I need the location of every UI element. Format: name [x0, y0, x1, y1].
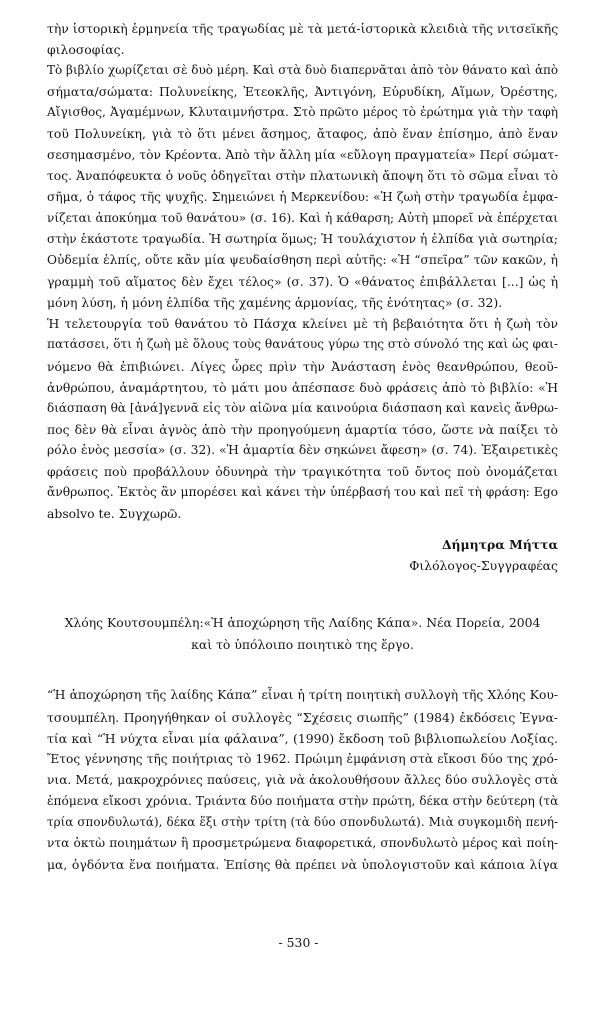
paragraph-4: [47, 685, 558, 875]
text-line: μόνη λύση, ἡ μόνη ἐλπίδα τῆς χαμένης ἁρμονίας, τῆς ἑνότητας» (σ. 32).: [47, 295, 503, 311]
text-line: διάσπαση θὰ [ἀνά]γεννᾶ εἰς τὸν αἰῶνα μία καινούρια διάσπαση καὶ κανεὶς ἄνθρω-: [47, 400, 558, 415]
signature-role: Φιλόλογος-Συγγραφέας: [409, 558, 558, 574]
paragraph-3: [47, 313, 558, 524]
text-line: στὴν ἑκάστοτε τραγωδία. Ἡ σωτηρία ὅμως; Ἡ τουλάχιστον ἡ ἐλπίδα γιὰ σωτηρία;: [47, 231, 558, 246]
review-heading-line: καὶ τὸ ὑπόλοιπο ποιητικὸ της ἔργο.: [191, 637, 414, 653]
paragraph-2: [47, 60, 558, 313]
text-line: φιλοσοφίας.: [47, 42, 125, 58]
text-line: σεσημασμένο, τὸν Κρέοντα. Ἀπὸ τὴν ἄλλη μία «εὔλογη πραγματεία» Περί σώματ-: [47, 147, 559, 162]
text-line: τσουμπέλη. Προηγήθηκαν οἱ συλλογὲς “Σχέσεις σιωπῆς” (1984) ἐκδόσεις Ἐγνα-: [47, 709, 558, 725]
text-line: φράσεις ποὺ προβάλλουν ὀδυνηρὰ τὴν τραγικότητα τοῦ ὄντος ποὺ ὀνομάζεται: [47, 463, 558, 479]
text-line: ρόλο ἑνὸς μεσσία» (σ. 32). «Ἡ ἁμαρτία δὲν σηκώνει ἄφεση» (σ. 74). Ἐξαιρετικὲς: [47, 442, 558, 457]
text-line: absolvo te. Συγχωρῶ.: [47, 506, 182, 522]
text-line: ἀνθρώπου, ἀναμάρτητου, τὸ μάτι μου ἀπέσπασε δυὸ φράσεις ἀπὸ τὸ βιβλίο: «Ἡ: [47, 379, 558, 395]
text-line: νίζεται ἀποκύημα τοῦ θανάτου» (σ. 16). Καὶ ἡ κάθαρση; Αὐτὴ μπορεῖ νὰ ἐπέρχεται: [47, 210, 558, 225]
review-heading-line: Χλόης Κουτσουμπέλη:«Ἡ ἀποχώρηση τῆς Λαίδης Κάπα». Νέα Πορεία, 2004: [64, 615, 541, 631]
text-line: τος. Ἀναπόφευκτα ὁ νοῦς ὁδηγεῖται στὴν πλατωνικὴ ἄποψη ὅτι τὸ σῶμα εἶναι τὸ: [47, 168, 558, 183]
text-line: γραμμὴ τοῦ αἵματος δὲν ἔχει τέλος» (σ. 37). Ὁ «θάνατος ἐπιβάλλεται [...] ὡς ἡ: [47, 274, 558, 290]
text-line: πος δὲν θὰ εἶναι ἀγνὸς ἀπὸ τὴν προηγούμενη ἁμαρτία τόσο, ὥστε νὰ παίξει τὸ: [47, 421, 558, 437]
text-line: πατάσσει, ὅτι ἡ ζωὴ μὲ ὅλους τοὺς θανάτους γύρω της στὸ σύνολό της καὶ ὡς φαι-: [47, 337, 558, 352]
page-text: [47, 18, 558, 875]
text-line: ἄνθρωπος. Ἐκτὸς ἂν μπορέσει καὶ κάνει τὴν ὑπέρβασή του καὶ πεῖ τὴ φράση: Ego: [47, 485, 558, 500]
text-line: Ἡ τελετουργία τοῦ θανάτου τὸ Πάσχα κλείνει μὲ τὴ βεβαιότητα ὅτι ἡ ζωὴ τὸν: [47, 316, 558, 332]
text-line: Ἔτος γέννησης τῆς ποιήτριας τὸ 1962. Πρώιμη ἐμφάνιση στὰ εἴκοσι δύο της χρό-: [47, 751, 558, 766]
signature-name: Δήμητρα Μήττα: [441, 537, 558, 553]
paragraph-1: [47, 18, 558, 60]
text-line: τοῦ Πολυνείκη, γιὰ τὸ ὅτι μένει ἄσημος, ἄταφος, ἀπὸ ἕναν ἐπίσημο, ἀπὸ ἕναν: [47, 126, 558, 142]
text-line: Αἴγισθος, Ἀγαμέμνων, Κλυταιμνήστρα. Στὸ πρῶτο μέρος τὸ ἐρώτημα γιὰ τὴν ταφὴ: [47, 105, 558, 120]
text-line: νόμενο θὰ ἐπιβιώνει. Λίγες ὧρες πρὶν τὴν Ἀνάσταση ἑνὸς θεανθρώπου, θεοῦ-: [47, 358, 558, 374]
review-heading: [47, 612, 558, 656]
text-line: τρία σπονδυλωτά), δέκα ἕξι στὴν τρίτη (τὰ δύο σπονδυλωτά). Μιὰ συγκομιδὴ πενή-: [47, 815, 558, 829]
text-line: Τὸ βιβλίο χωρίζεται σὲ δυὸ μέρη. Καὶ στὰ δυὸ διαπερνᾶται ἀπὸ τὸν θάνατο καὶ ἀπὸ: [47, 63, 559, 78]
text-line: Οὐδεμία ἐλπίς, οὔτε κἂν μία ψευδαίσθηση περὶ αὐτῆς: «Ἡ “σπεῖρα” τῶν κακῶν, ἡ: [47, 253, 558, 268]
text-line: σῆμα, ὁ τάφος τῆς ψυχῆς. Σημειώνει ἡ Μερκενίδου: «Ἡ ζωὴ στὴν τραγωδία ἐμφα-: [47, 189, 558, 204]
text-line: “Ἡ ἀποχώρηση τῆς λαίδης Κάπα” εἶναι ἡ τρίτη ποιητικὴ συλλογὴ τῆς Χλόης Κου-: [47, 688, 558, 703]
text-line: τὴν ἱστορικὴ ἑρμηνεία τῆς τραγωδίας μὲ τὰ μετά-ἱστορικὰ κλειδιὰ τῆς νιτσεϊκῆς: [47, 21, 559, 36]
text-line: ντα ὀκτὼ ποιημάτων ἢ προσμετρώμενα διαφορετικά, σπονδυλωτὸ μέρος καὶ ποίη-: [47, 836, 558, 851]
text-line: σήματα/σώματα: Πολυνείκης, Ἐτεοκλῆς, Ἀντιγόνη, Εὐρυδίκη, Αἵμων, Ὀρέστης,: [47, 84, 558, 100]
text-line: τία καὶ “Ἡ νύχτα εἶναι μία φάλαινα”, (1990) ἔκδοση τοῦ βιβλιοπωλείου Λοξίας.: [47, 730, 558, 746]
page-number: - 530 -: [278, 935, 319, 950]
text-line: ἑπόμενα εἴκοσι χρόνια. Τριάντα δύο ποιήματα στὴν πρώτη, δέκα στὴν δεύτερη (τὰ: [47, 793, 559, 808]
text-line: νια. Μετά, μακροχρόνιες παύσεις, γιὰ νὰ ἀκολουθήσουν ἄλλες δύο συλλογὲς στὰ: [47, 772, 558, 787]
text-line: μα, ὀγδόντα ἕνα ποιήματα. Ἐπίσης θὰ πρέπει νὰ ὑπολογιστοῦν καὶ κάποια λίγα: [47, 857, 558, 873]
